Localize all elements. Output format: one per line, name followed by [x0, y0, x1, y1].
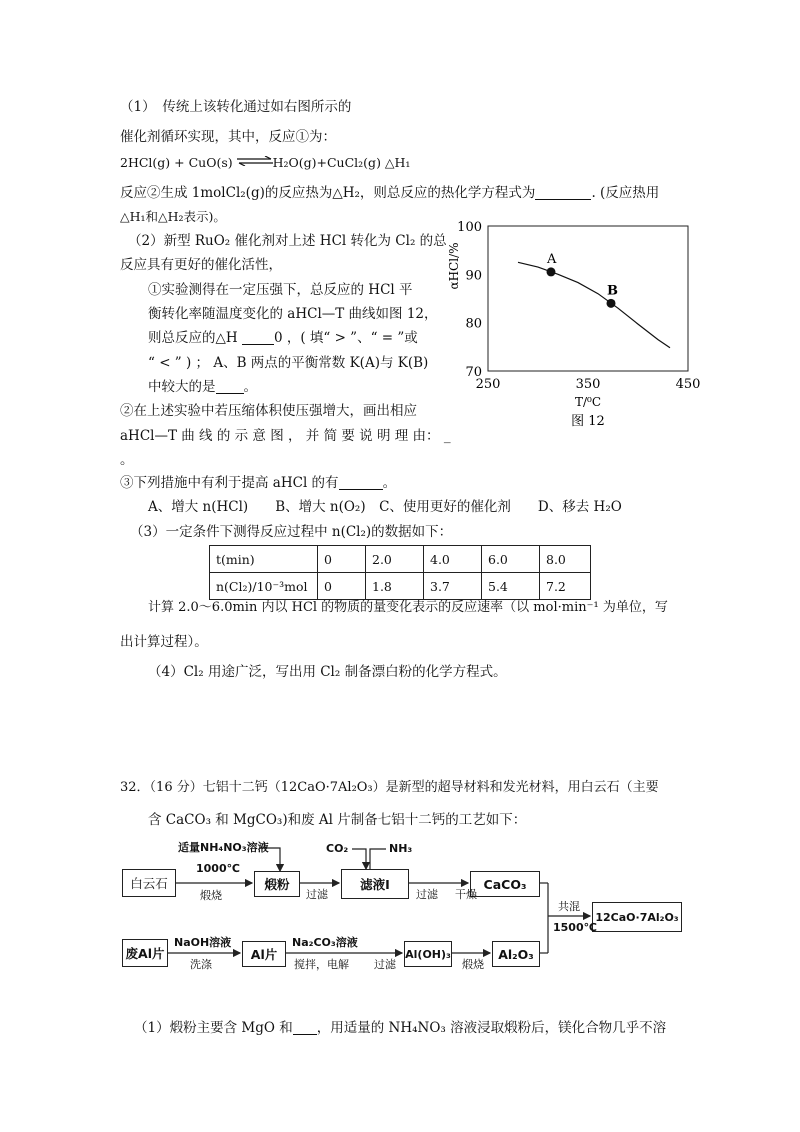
q1-equation: [120, 153, 410, 173]
y-tick-label: 70: [465, 365, 482, 380]
q2-part2-line3: 。: [120, 452, 134, 468]
table-cell: 5.4: [482, 573, 540, 600]
answer-blank[interactable]: [216, 379, 244, 394]
flow-box-aloh3: Al(OH)₃: [404, 941, 452, 967]
q1-line2: 催化剂循环实现，其中，反应①为：: [120, 129, 336, 145]
q3-calc-line1: 计算 2.0～6.0min 内以 HCl 的物质的量变化表示的反应速率（以 mol·min⁻¹ 为单位，写: [148, 600, 668, 615]
q32-sub1-tail: ，用适量的 NH₄NO₃ 溶液浸取煅粉后，镁化合物几乎不溶: [316, 1020, 667, 1036]
x-tick-label: 450: [675, 377, 701, 392]
q2-part3: [120, 473, 396, 493]
flow-box-dolomite: 白云石: [122, 869, 176, 897]
q2-part1-line5: [148, 377, 257, 397]
q2-part3-text: ③下列措施中有利于提高 aHCl 的有: [120, 475, 339, 491]
y-tick-label: 90: [465, 268, 482, 284]
flow-label-1500c: 1500℃: [553, 921, 597, 934]
table-cell: t(min): [210, 546, 318, 573]
q2-part1-line3-text: 则总反应的△H: [148, 330, 238, 346]
flow-label-stir-electrolyze: 搅拌，电解: [294, 958, 349, 971]
answer-blank[interactable]: [242, 330, 274, 345]
q3-calc-line2: 出计算过程）。: [120, 634, 208, 650]
q2-part1-line5-tail: 。: [243, 379, 257, 395]
flow-label-na2co3: Na₂CO₃溶液: [292, 936, 358, 949]
table-cell: 6.0: [482, 546, 540, 573]
q4-text: （4）Cl₂ 用途广泛，写出用 Cl₂ 制备漂白粉的化学方程式。: [148, 664, 507, 680]
answer-blank[interactable]: [339, 475, 383, 490]
flow-label-wash: 洗涤: [190, 958, 212, 971]
q2-part1-line1: ①实验测得在一定压强下，总反应的 HCl 平: [148, 282, 413, 298]
q32-sub1-text: （1）煅粉主要含 MgO 和: [134, 1020, 293, 1036]
q2-part2-line2: aHCl—T 曲 线 的 示 意 图 ， 并 简 要 说 明 理 由： _: [120, 428, 451, 444]
q3-intro: （3）一定条件下测得反应过程中 n(Cl₂)的数据如下：: [130, 524, 453, 540]
flow-box-waste-al: 废Al片: [122, 939, 168, 967]
equilibrium-arrow-icon: [237, 156, 273, 166]
flow-label-filter: 过滤: [374, 958, 396, 971]
flow-box-al2o3: Al₂O₃: [492, 941, 540, 967]
plot-frame: [488, 226, 688, 371]
q2-line2: 反应具有更好的催化活性，: [120, 257, 282, 273]
figure-12-chart: [440, 216, 701, 429]
flow-label-naoh: NaOH溶液: [174, 936, 232, 949]
flow-label-mix: 共混: [558, 900, 580, 913]
flow-label-1000c: 1000℃: [196, 862, 240, 875]
table-cell: n(Cl₂)/10⁻³mol: [210, 573, 318, 600]
series-line: [518, 262, 670, 348]
q2-line1: （2）新型 RuO₂ 催化剂对上述 HCl 转化为 Cl₂ 的总: [128, 233, 447, 249]
flow-box-al-sheet: Al片: [242, 941, 286, 967]
point-label-b: B: [607, 283, 618, 299]
table-cell: 2.0: [366, 546, 424, 573]
q2-part1-line2: 衡转化率随温度变化的 aHCl—T 曲线如图 12，: [148, 306, 438, 322]
q2-part2-line1: ②在上述实验中若压缩体积使压强增大，画出相应: [120, 403, 417, 419]
q2-part3-tail: 。: [382, 475, 397, 491]
table-cell: 1.8: [366, 573, 424, 600]
table-cell: 0: [318, 546, 366, 573]
q1-line4-text: 反应②生成 1molCl₂(g)的反应热为△H₂，则总反应的热化学方程式为: [120, 185, 536, 201]
table-cell: 4.0: [424, 546, 482, 573]
flow-label-filter: 过滤: [306, 888, 328, 901]
y-tick-label: 80: [465, 316, 482, 332]
q2-part1-line5-text: 中较大的是: [148, 379, 216, 395]
answer-blank[interactable]: [535, 185, 591, 200]
x-tick-label: 250: [475, 377, 501, 392]
x-tick-label: 350: [575, 377, 601, 392]
table-cell: 3.7: [424, 573, 482, 600]
q32-line2: 含 CaCO₃ 和 MgCO₃)和废 Al 片制备七铝十二钙的工艺如下：: [148, 812, 527, 828]
table-cell: 7.2: [540, 573, 591, 600]
flow-box-filtrate: 滤液I: [341, 869, 409, 899]
flow-box-calcined-powder: 煅粉: [254, 871, 300, 897]
data-table: [209, 545, 591, 600]
q2-options: A、增大 n(HCl) B、增大 n(O₂) C、使用更好的催化剂 D、移去 H₂O: [148, 499, 622, 515]
q2-part1-line4: “ < ” ) ； A、B 两点的平衡常数 K(A)与 K(B): [148, 355, 429, 371]
figure-caption: 图 12: [571, 414, 605, 429]
equation-rhs: H₂O(g)+CuCl₂(g) △H₁: [272, 155, 411, 170]
q32-sub1: [134, 1018, 666, 1038]
flow-label-nh4no3: 适量NH₄NO₃溶液: [178, 841, 269, 854]
q1-line1: （1） 传统上该转化通过如右图所示的: [120, 99, 352, 115]
q1-line5: △H₁和△H₂表示)。: [120, 209, 226, 224]
q2-part1-line3-tail: 0 ，( 填“ > ”、“ = ”或: [273, 330, 418, 346]
equation-lhs: 2HCl(g) + CuO(s): [120, 155, 237, 170]
q1-line4-tail: . (反应热用: [591, 185, 660, 201]
table-row: [210, 573, 591, 600]
answer-blank[interactable]: [293, 1020, 317, 1035]
flow-label-co2: CO₂: [326, 842, 349, 855]
q1-line4: [120, 183, 659, 203]
flow-box-product: 12CaO·7Al₂O₃: [592, 902, 682, 932]
y-axis-label: αHCl/%: [447, 242, 461, 290]
y-tick-label: 100: [457, 220, 482, 235]
table-row: [210, 546, 591, 573]
table-cell: 0: [318, 573, 366, 600]
q2-part1-line3: [148, 328, 418, 348]
x-axis-label: T/⁰C: [574, 395, 602, 409]
point-label-a: A: [547, 251, 557, 267]
q32-line1: 32．（16 分）七铝十二钙（12CaO·7Al₂O₃）是新型的超导材料和发光材料，用白云石（主要: [120, 780, 659, 795]
flow-label-calcine: 煅烧: [462, 958, 484, 971]
flow-label-filter: 过滤: [416, 888, 438, 901]
flow-box-caco3: CaCO₃: [470, 871, 540, 897]
data-point-b: [607, 299, 616, 308]
flow-label-nh3: NH₃: [389, 842, 413, 855]
data-point-a: [547, 267, 556, 276]
flow-label-dry: 干燥: [455, 888, 477, 901]
table-cell: 8.0: [540, 546, 591, 573]
flow-label-calcine: 煅烧: [200, 889, 222, 902]
